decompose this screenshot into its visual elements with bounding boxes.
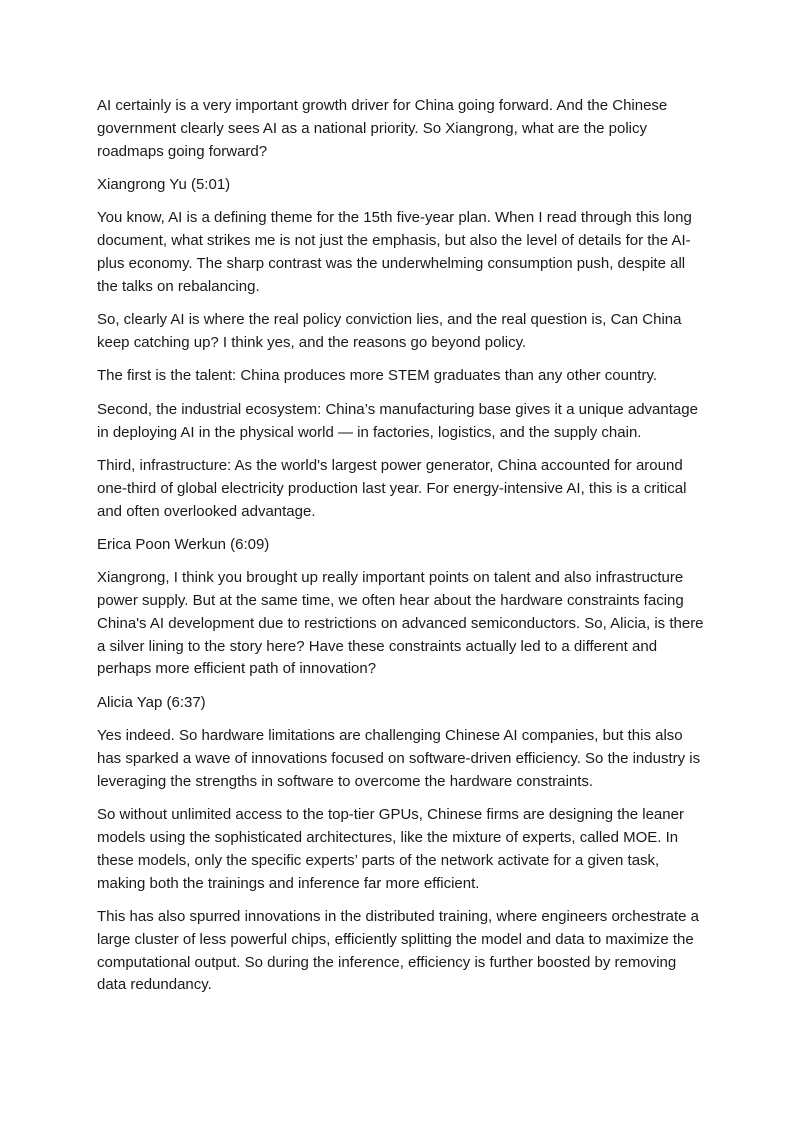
speaker-label: Xiangrong Yu (5:01) xyxy=(97,175,231,193)
paragraph: Third, infrastructure: As the world's largest power generator, China accounted for around one-third of global electricity production last year. For energy-intensive AI, this is a critical and often overlooked advantage. xyxy=(97,456,687,520)
paragraph: The first is the talent: China produces more STEM graduates than any other country. xyxy=(97,367,658,385)
paragraph: AI certainly is a very important growth driver for China going forward. And the Chinese government clearly sees AI as a national priority. So Xiangrong, what are the policy roadmaps going forward? xyxy=(97,97,668,160)
paragraph: Second, the industrial ecosystem: China’s manufacturing base gives it a unique advantage in deploying AI in the physical world — in factories, logistics, and the supply chain. xyxy=(97,400,698,441)
paragraph: Xiangrong, I think you brought up really important points on talent and also infrastructure power supply. But at the same time, we often hear about the hardware constraints facing China's AI development due to restrictions on advanced semiconductors. So, Alicia, is there a silver lining to the story here? Have these constraints actually led to a different and perhaps more efficient path of innovation? xyxy=(97,569,704,678)
paragraph: So, clearly AI is where the real policy conviction lies, and the real question is, Can China keep catching up? I think yes, and the reasons go beyond policy. xyxy=(97,311,682,351)
paragraph: You know, AI is a defining theme for the 15th five-year plan. When I read through this long document, what strikes me is not just the emphasis, but also the level of details for the AI-plus economy. The sharp contrast was the underwhelming consumption push, despite all the talks on rebalancing. xyxy=(97,209,692,295)
speaker-label: Alicia Yap (6:37) xyxy=(97,693,206,711)
speaker-label: Erica Poon Werkun (6:09) xyxy=(97,535,270,553)
paragraph: So without unlimited access to the top-tier GPUs, Chinese firms are designing the leaner models using the sophisticated architectures, like the mixture of experts, called MOE. In these models, only the specific experts’ parts of the network activate for a given task, making both the trainings and inference far more efficient. xyxy=(97,806,684,892)
paragraph: This has also spurred innovations in the distributed training, where engineers orchestrate a large cluster of less powerful chips, efficiently splitting the model and data to maximize the computational output. So during the inference, efficiency is further boosted by removing data redundancy. xyxy=(97,908,700,994)
transcript-page xyxy=(97,95,709,1008)
paragraph: Yes indeed. So hardware limitations are challenging Chinese AI companies, but this also has sparked a wave of innovations focused on software-driven efficiency. So the industry is leveraging the strengths in software to overcome the hardware constraints. xyxy=(97,727,701,790)
